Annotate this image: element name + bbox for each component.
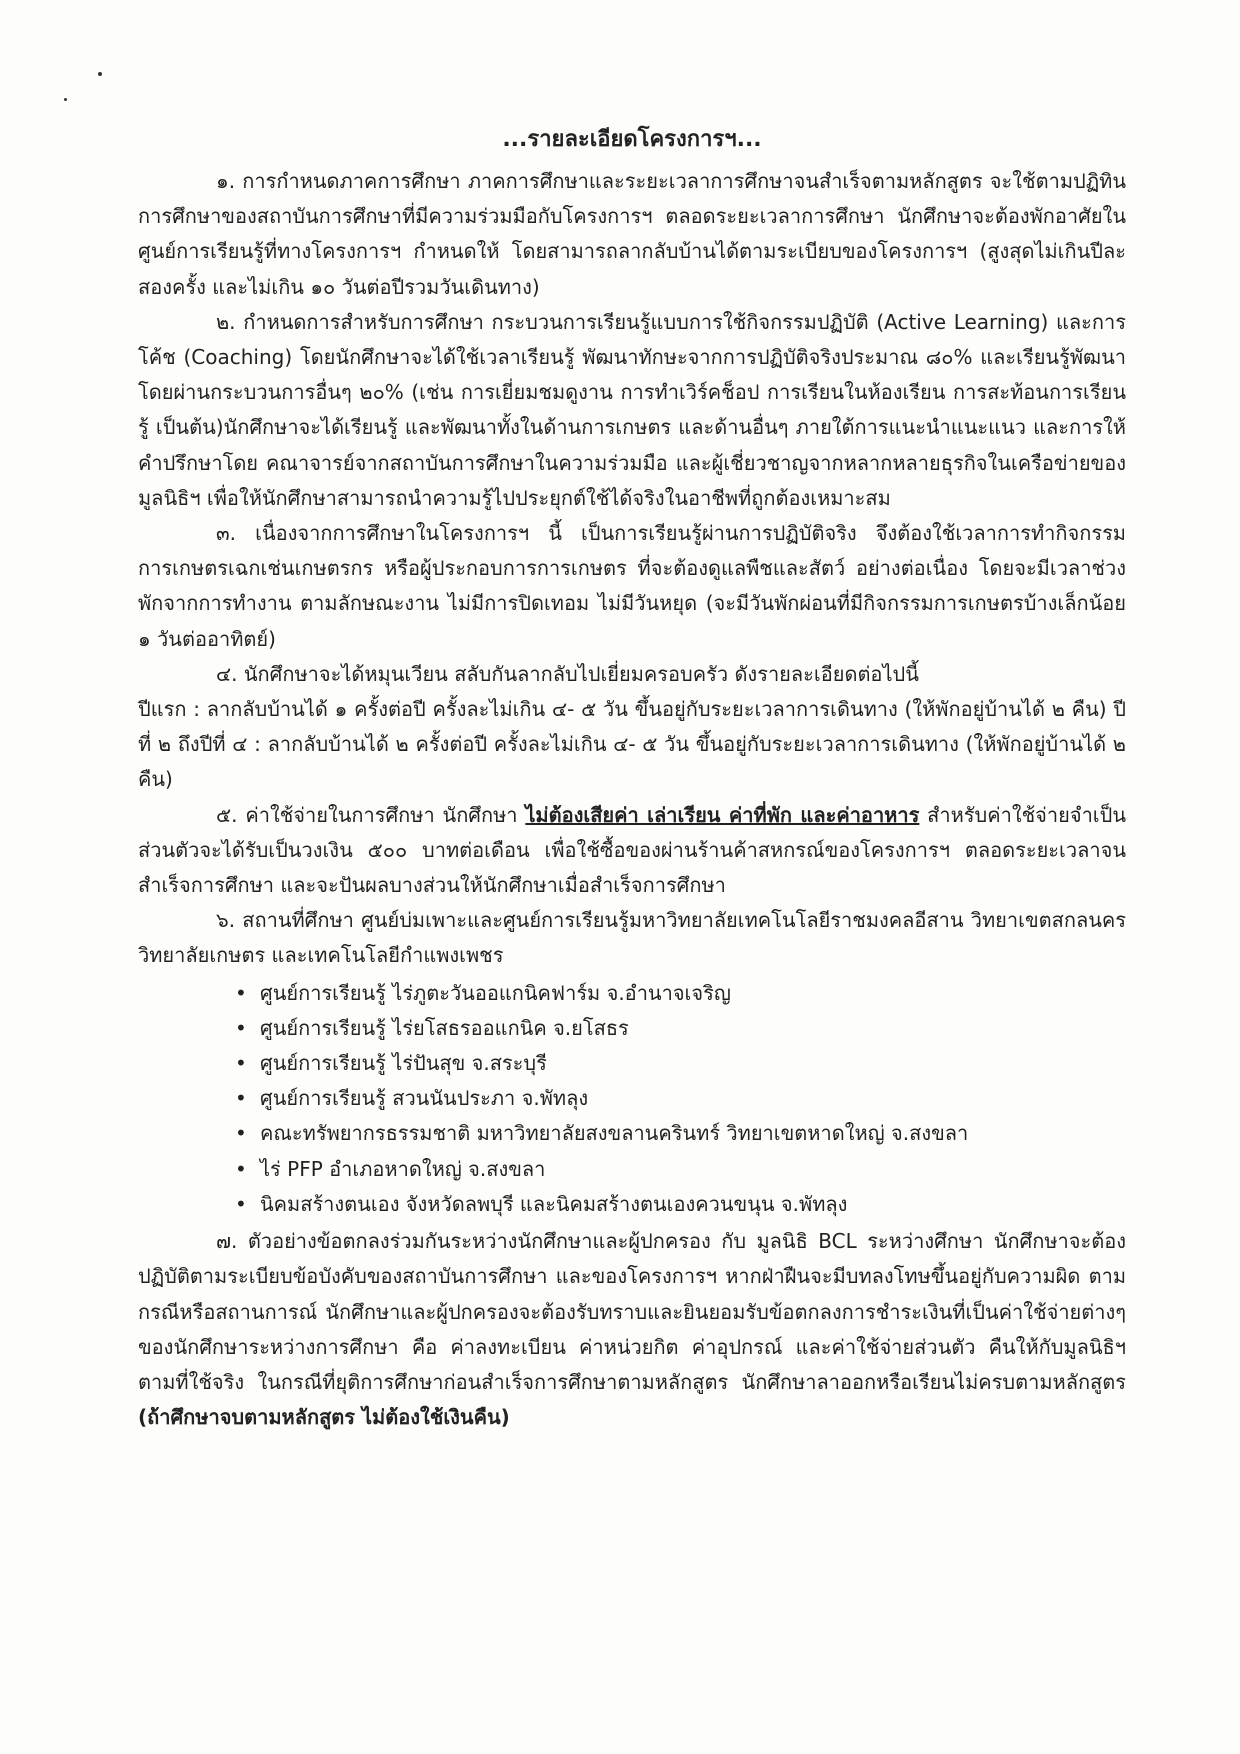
- list-item: • ศูนย์การเรียนรู้ ไร่ยโสธรออแกนิค จ.ยโสธร: [260, 1011, 1126, 1046]
- section-7-text: ๗. ตัวอย่างข้อตกลงร่วมกันระหว่างนักศึกษาและผู้ปกครอง กับ มูลนิธิ BCL ระหว่างศึกษา นักศึกษาจะต้องปฏิบัติตามระเบียบข้อบังคับของสถาบันการศึกษา และของโครงการฯ หากฝ่าฝืนจะมีบทลงโทษขึ้นอยู่กับความผิด ตามกรณีหรือสถานการณ์ นักศึกษาและผู้ปกครองจะต้องรับทราบและยินยอมรับข้อตกลงการชำระเงินที่เป็นค่าใช้จ่ายต่างๆ ของนักศึกษาระหว่างการศึกษา คือ ค่าลงทะเบียน ค่าหน่วยกิต ค่าอุปกรณ์ และค่าใช้จ่ายส่วนตัว คืนให้กับมูลนิธิฯ ตามที่ใช้จริง ในกรณีที่ยุติการศึกษาก่อนสำเร็จการศึกษาตามหลักสูตร นักศึกษาลาออกหรือเรียนไม่ครบตามหลักสูตร: [138, 1229, 1126, 1394]
- document-title: ...รายละเอียดโครงการฯ...: [502, 127, 762, 152]
- list-item: • ศูนย์การเรียนรู้ ไร่ภูตะวันออแกนิคฟาร์ม จ.อำนาจเจริญ: [260, 976, 1126, 1011]
- section-5-text: ๕. ค่าใช้จ่ายในการศึกษา นักศึกษา: [216, 802, 526, 827]
- section-5-emphasis: ไม่ต้องเสียค่า เล่าเรียน ค่าที่พัก และค่าอาหาร: [525, 802, 920, 827]
- section-6: ๖. สถานที่ศึกษา ศูนย์บ่มเพาะและศูนย์การเรียนรู้มหาวิทยาลัยเทคโนโลยีราชมงคลอีสาน วิทยาเขตสกลนครวิทยาลัยเกษตร และเทคโนโลยีกำแพงเพชร: [138, 908, 1126, 968]
- section-4-detail: ปีแรก : ลากลับบ้านได้ ๑ ครั้งต่อปี ครั้งละไม่เกิน ๔- ๕ วัน ขึ้นอยู่กับระยะเวลาการเดินทาง (ให้พักอยู่บ้านได้ ๒ คืน) ปีที่ ๒ ถึงปีที่ ๔ : ลากลับบ้านได้ ๒ ครั้งต่อปี ครั้งละไม่เกิน ๔- ๕ วัน ขึ้นอยู่กับระยะเวลาการเดินทาง (ให้พักอยู่บ้านได้ ๒ คืน): [138, 697, 1126, 792]
- list-item: • นิคมสร้างตนเอง จังหวัดลพบุรี และนิคมสร้างตนเองควนขนุน จ.พัทลุง: [260, 1187, 1126, 1222]
- list-item: • ไร่ PFP อำเภอหาดใหญ่ จ.สงขลา: [260, 1152, 1126, 1187]
- scan-speck: [98, 72, 102, 76]
- section-3: ๓. เนื่องจากการศึกษาในโครงการฯ นี้ เป็นการเรียนรู้ผ่านการปฏิบัติจริง จึงต้องใช้เวลาการทำกิจกรรมการเกษตรเฉกเช่นเกษตรกร หรือผู้ประกอบการการเกษตร ที่จะต้องดูแลพืชและสัตว์ อย่างต่อเนื่อง โดยจะมีเวลาช่วงพักจากการทำงาน ตามลักษณะงาน ไม่มีการปิดเทอม ไม่มีวันหยุด (จะมีวันพักผ่อนที่มีกิจกรรมการเกษตรบ้างเล็กน้อย ๑ วันต่ออาทิตย์): [138, 521, 1126, 651]
- list-item: • ศูนย์การเรียนรู้ สวนนันประภา จ.พัทลุง: [260, 1081, 1126, 1116]
- section-5-text-cont: สำหรับค่าใช้จ่ายจำเป็นส่วนตัวจะได้รับเป็นวงเงิน ๕๐๐ บาทต่อเดือน เพื่อใช้ซื้อของผ่านร้านค้าสหกรณ์ของโครงการฯ ตลอดระยะเวลาจนสำเร็จการศึกษา และจะปันผลบางส่วนให้นักศึกษาเมื่อสำเร็จการศึกษา: [138, 802, 1127, 898]
- list-item: • คณะทรัพยากรธรรมชาติ มหาวิทยาลัยสงขลานครินทร์ วิทยาเขตหาดใหญ่ จ.สงขลา: [260, 1116, 1126, 1151]
- section-4: ๔. นักศึกษาจะได้หมุนเวียน สลับกันลากลับไปเยี่ยมครอบครัว ดังรายละเอียดต่อไปนี้: [216, 661, 919, 686]
- scan-speck: [64, 98, 67, 101]
- document-page: [138, 122, 1126, 1435]
- section-2: ๒. กำหนดการสำหรับการศึกษา กระบวนการเรียนรู้แบบการใช้กิจกรรมปฏิบัติ (Active Learning) และการโค้ช (Coaching) โดยนักศึกษาจะได้ใช้เวลาเรียนรู้ พัฒนาทักษะจากการปฏิบัติจริงประมาณ ๘๐% และเรียนรู้พัฒนาโดยผ่านกระบวนการอื่นๆ ๒๐% (เช่น การเยี่ยมชมดูงาน การทำเวิร์คช็อป การเรียนในห้องเรียน การสะท้อนการเรียนรู้ เป็นต้น)นักศึกษาจะได้เรียนรู้ และพัฒนาทั้งในด้านการเกษตร และด้านอื่นๆ ภายใต้การแนะนำแนะแนว และการให้คำปรึกษาโดย คณาจารย์จากสถาบันการศึกษาในความร่วมมือ และผู้เชี่ยวชาญจากหลากหลายธุรกิจในเครือข่ายของมูลนิธิฯ เพื่อให้นักศึกษาสามารถนำความรู้ไปประยุกต์ใช้ได้จริงในอาชีพที่ถูกต้องเหมาะสม: [138, 309, 1126, 510]
- location-list: [138, 976, 1126, 1222]
- section-7-emphasis: (ถ้าศึกษาจบตามหลักสูตร ไม่ต้องใช้เงินคืน): [138, 1405, 510, 1430]
- section-1: ๑. การกำหนดภาคการศึกษา ภาคการศึกษาและระยะเวลาการศึกษาจนสำเร็จตามหลักสูตร จะใช้ตามปฏิทินการศึกษาของสถาบันการศึกษาที่มีความร่วมมือกับโครงการฯ ตลอดระยะเวลาการศึกษา นักศึกษาจะต้องพักอาศัยในศูนย์การเรียนรู้ที่ทางโครงการฯ กำหนดให้ โดยสามารถลากลับบ้านได้ตามระเบียบของโครงการฯ (สูงสุดไม่เกินปีละสองครั้ง และไม่เกิน ๑๐ วันต่อปีรวมวันเดินทาง): [138, 169, 1126, 299]
- section-7: [138, 1224, 1126, 1435]
- section-5: [138, 798, 1126, 904]
- list-item: • ศูนย์การเรียนรู้ ไร่ปันสุข จ.สระบุรี: [260, 1046, 1126, 1081]
